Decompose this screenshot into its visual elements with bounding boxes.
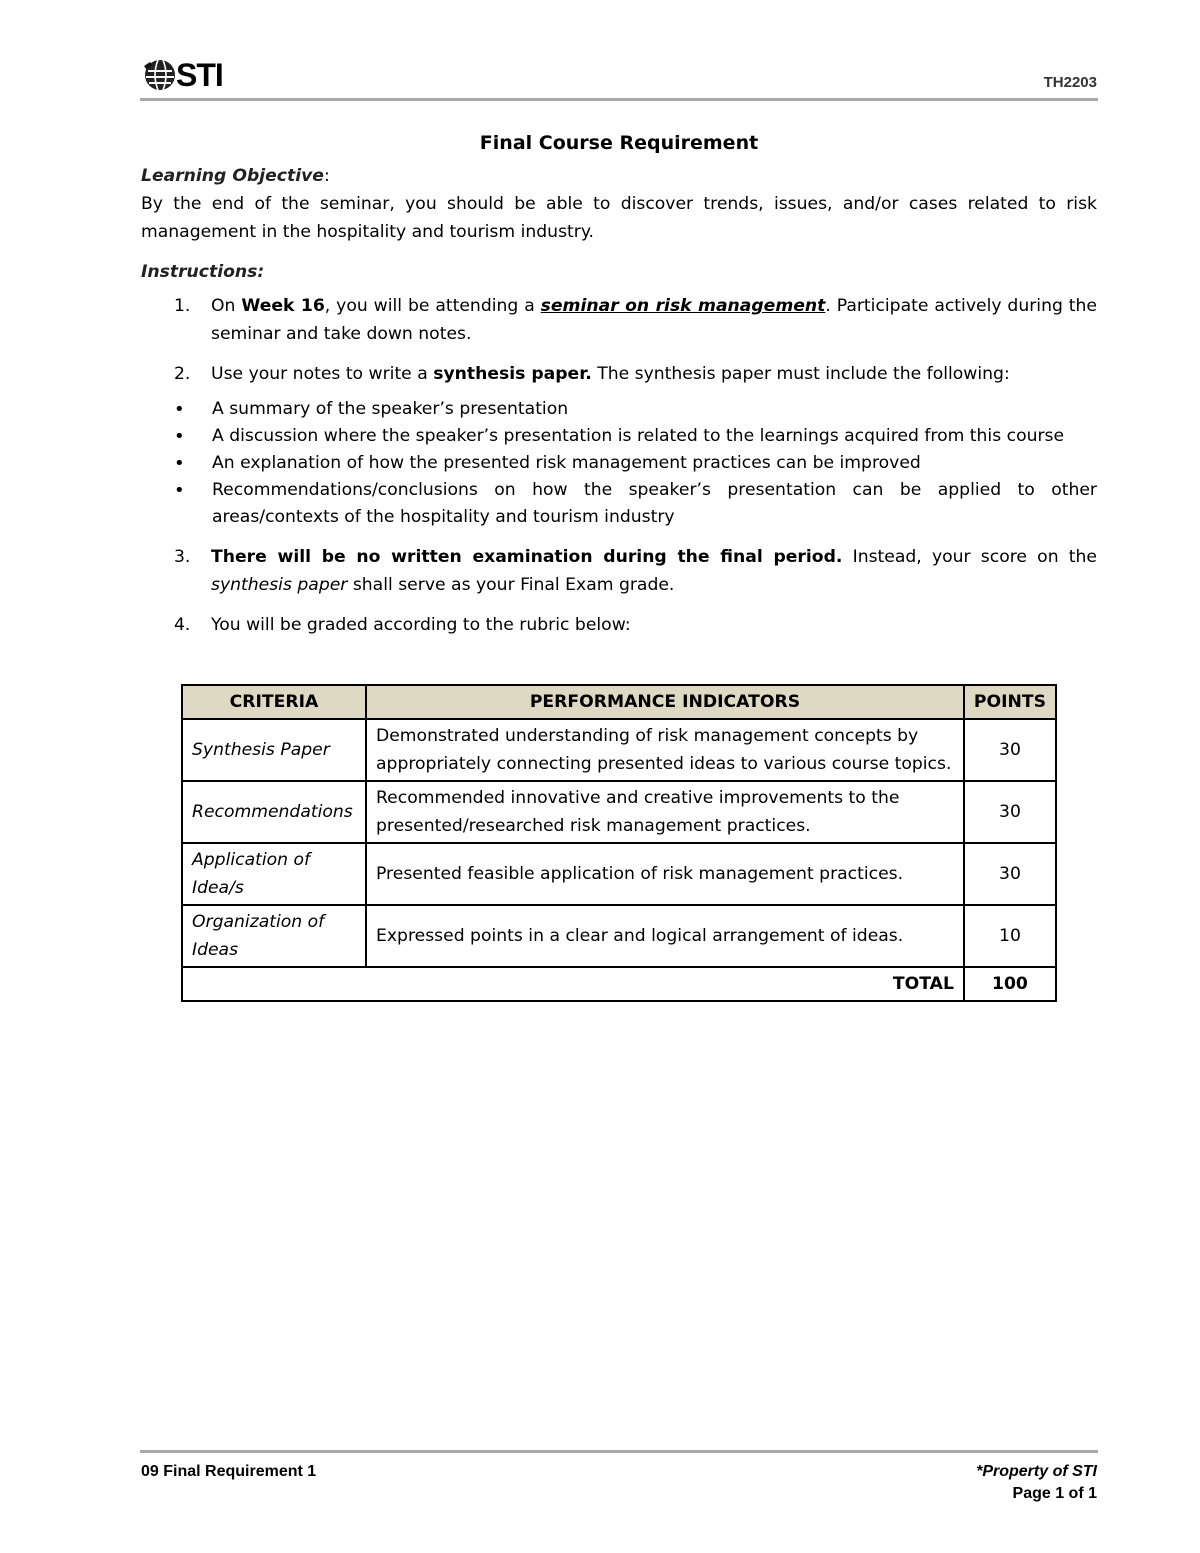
indicator-cell: Expressed points in a clear and logical arrangement of ideas. (366, 905, 964, 967)
instruction-text: shall serve as your Final Exam grade. (347, 575, 675, 595)
indicator-cell: Recommended innovative and creative improvements to the presented/researched risk management practices. (366, 781, 964, 843)
indicator-cell: Demonstrated understanding of risk management concepts by appropriately connecting presented ideas to various course topics. (366, 719, 964, 781)
table-row (182, 781, 1056, 843)
bullet-item: • A discussion where the speaker’s presentation is related to the learnings acquired from this course (141, 423, 1097, 450)
column-header-indicators: PERFORMANCE INDICATORS (366, 685, 964, 719)
instruction-text: , you will be attending a (324, 296, 541, 316)
instruction-text: . Participate actively during the seminar and take down notes. (211, 296, 1097, 344)
points-cell: 30 (964, 843, 1056, 905)
learning-objective-colon: : (323, 166, 330, 186)
total-row (182, 967, 1056, 1001)
table-row (182, 905, 1056, 967)
points-cell: 30 (964, 781, 1056, 843)
instruction-text: On (211, 296, 242, 316)
instruction-number: 2. (174, 364, 191, 384)
bullet-item: • A summary of the speaker’s presentation (141, 396, 1097, 423)
total-value: 100 (964, 967, 1056, 1001)
globe-icon (142, 58, 178, 92)
total-label: TOTAL (182, 967, 964, 1001)
seminar-emphasis: seminar on risk management (540, 296, 826, 316)
instruction-bold: There will be no written examination during the final period. (211, 547, 843, 567)
points-cell: 10 (964, 905, 1056, 967)
instruction-italic: synthesis paper (211, 575, 348, 595)
instruction-item (141, 543, 1097, 599)
learning-objective-text: By the end of the seminar, you should be able to discover trends, issues, and/or cases related to risk management in the hospitality and tourism industry. (141, 194, 1097, 242)
header-divider (140, 98, 1098, 101)
footer-document-name: 09 Final Requirement 1 (141, 1463, 317, 1480)
page-title: Final Course Requirement (479, 132, 759, 154)
instruction-item (141, 360, 1097, 531)
bullet-item: • An explanation of how the presented risk management practices can be improved (141, 450, 1097, 477)
table-header-row (182, 685, 1056, 719)
document-code: TH2203 (1043, 74, 1097, 91)
criteria-cell: Recommendations (182, 781, 366, 843)
instruction-number: 1. (174, 296, 191, 316)
instruction-item (141, 611, 1097, 639)
synthesis-requirements-list (141, 396, 1097, 531)
learning-objective-label: Learning Objective (141, 166, 324, 186)
instruction-bold: synthesis paper. (433, 364, 592, 384)
rubric-table (181, 684, 1057, 1002)
instruction-text: Instead, your score on the (842, 547, 1097, 567)
column-header-points: POINTS (964, 685, 1056, 719)
instruction-bold: Week 16 (241, 296, 325, 316)
footer-divider (140, 1450, 1098, 1453)
instruction-number: 3. (174, 547, 191, 567)
logo-text: STI (176, 57, 223, 93)
indicator-cell: Presented feasible application of risk management practices. (366, 843, 964, 905)
sti-logo (142, 58, 223, 92)
column-header-criteria: CRITERIA (182, 685, 366, 719)
instruction-text: Use your notes to write a (211, 364, 434, 384)
table-row (182, 719, 1056, 781)
instruction-number: 4. (174, 615, 191, 635)
criteria-cell: Application of Idea/s (182, 843, 366, 905)
instructions-list (141, 292, 1097, 639)
footer-property-notice: *Property of STI (976, 1463, 1097, 1480)
criteria-cell: Organization of Ideas (182, 905, 366, 967)
instructions-label: Instructions: (141, 262, 265, 282)
points-cell: 30 (964, 719, 1056, 781)
page-number: Page 1 of 1 (1012, 1485, 1097, 1502)
instruction-item (141, 292, 1097, 348)
criteria-cell: Synthesis Paper (182, 719, 366, 781)
learning-objective-heading (141, 162, 1097, 190)
table-row (182, 843, 1056, 905)
instruction-text: You will be graded according to the rubric below: (211, 615, 631, 635)
bullet-item: • Recommendations/conclusions on how the speaker’s presentation can be applied to other areas/contexts of the hospitality and tourism industry (141, 477, 1097, 531)
instruction-text: The synthesis paper must include the following: (591, 364, 1010, 384)
document-body (141, 128, 1097, 651)
